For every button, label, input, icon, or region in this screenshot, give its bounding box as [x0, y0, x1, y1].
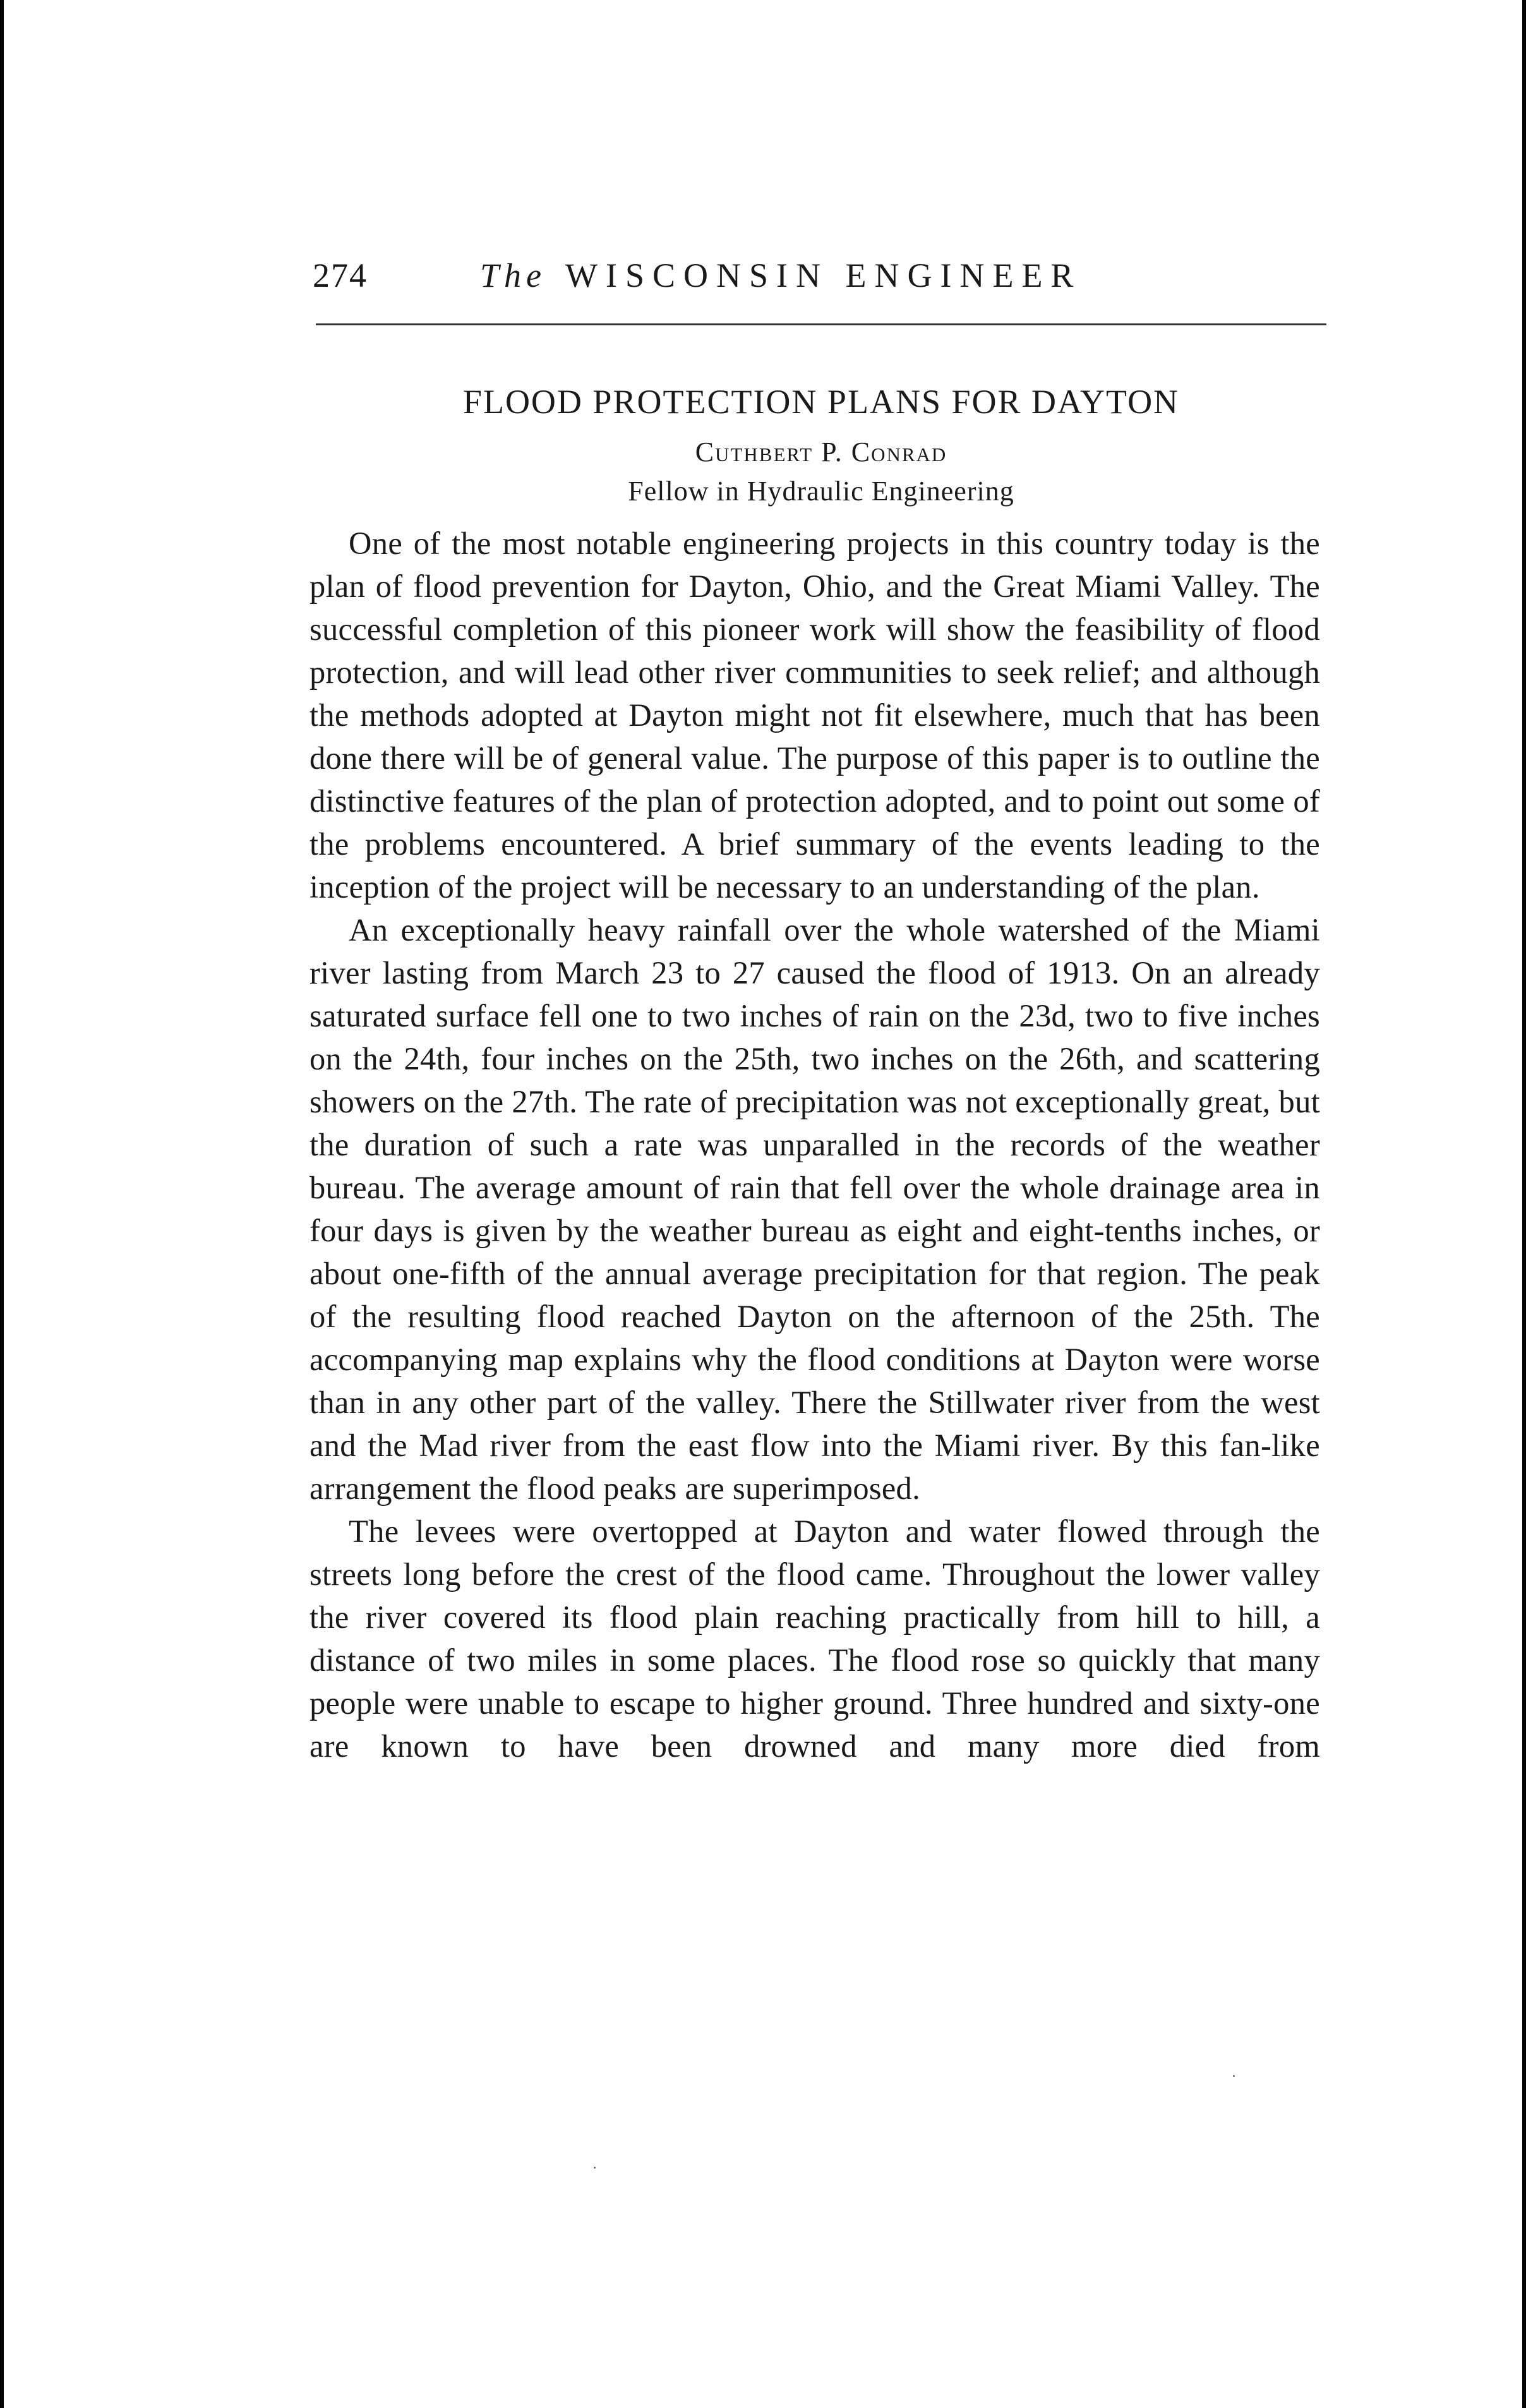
- scan-right-border: [1522, 0, 1526, 2408]
- running-head: [313, 256, 1326, 306]
- article-title: FLOOD PROTECTION PLANS FOR DAYTON: [462, 383, 1180, 421]
- scan-speck: [594, 2167, 596, 2169]
- body-paragraph: One of the most notable engineering projects in this country today is the plan of flood prevention for Dayton, Ohio, and the Great Miami Valley. The successful completion of this pioneer work will show the feasibility of flood protection, and will lead other river communities to seek relief; and although the methods adopted at Dayton might not fit elsewhere, much that has been done there will be of general value. The purpose of this paper is to outline the distinctive features of the plan of protection adopted, and to point out some of the problems encountered. A brief summary of the events leading to the inception of the project will be necessary to an understanding of the plan.: [309, 526, 1320, 905]
- journal-name: WISCONSIN ENGINEER: [565, 256, 1082, 294]
- article-body: [309, 522, 1320, 1767]
- page-number: 274: [313, 256, 368, 294]
- article-author: Cuthbert P. Conrad: [695, 436, 947, 467]
- author-affiliation: Fellow in Hydraulic Engineering: [628, 476, 1014, 507]
- journal-title: [480, 256, 1081, 295]
- body-paragraph: The levees were overtopped at Dayton and water flowed through the streets long before the crest of the flood came. Throughout the lower valley the river covered its flood plain reaching practically from hill to hill, a distance of two miles in some places. The flood rose so quickly that many people were unable to escape to higher ground. Three hundred and sixty-one are known to have been drowned and many more died from: [309, 1514, 1320, 1764]
- body-paragraph: An exceptionally heavy rainfall over the whole watershed of the Miami river lasting from March 23 to 27 caused the flood of 1913. On an already saturated surface fell one to two inches of rain on the 23d, two to five inches on the 24th, four inches on the 25th, two inches on the 26th, and scattering showers on the 27th. The rate of precipitation was not exceptionally great, but the duration of such a rate was unparalled in the records of the weather bureau. The average amount of rain that fell over the whole drainage area in four days is given by the weather bureau as eight and eight-tenths inches, or about one-fifth of the annual average precipitation for that region. The peak of the resulting flood reached Dayton on the afternoon of the 25th. The accompanying map explains why the flood conditions at Dayton were worse than in any other part of the valley. There the Stillwater river from the west and the Mad river from the east flow into the Miami river. By this fan-like arrangement the flood peaks are superimposed.: [309, 912, 1320, 1506]
- journal-prefix: The: [480, 256, 546, 294]
- scan-speck: [1233, 2075, 1235, 2077]
- scan-left-border: [0, 0, 4, 2408]
- header-rule: [316, 323, 1326, 325]
